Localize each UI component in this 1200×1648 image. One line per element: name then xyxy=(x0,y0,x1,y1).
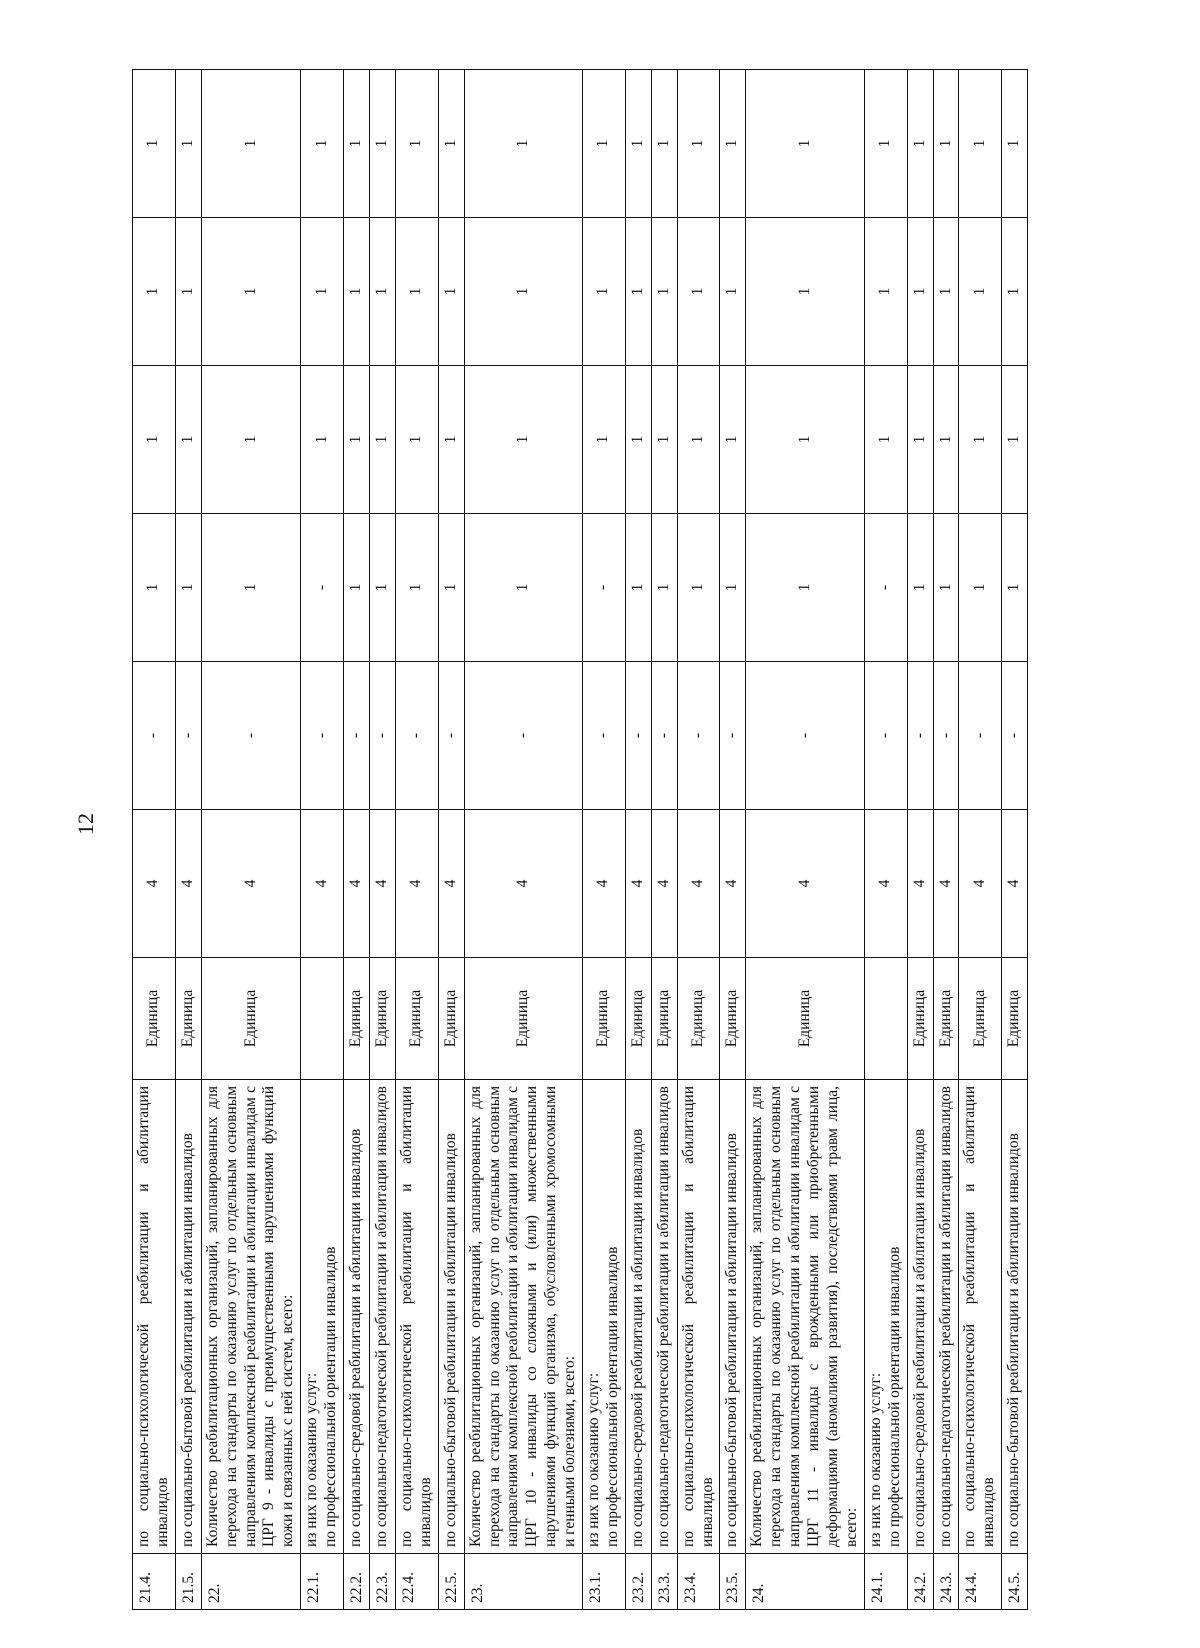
row-unit-cell: Единица xyxy=(677,958,720,1080)
row-value-cell-6: 1 xyxy=(438,70,464,218)
row-value-cell-5: 1 xyxy=(133,218,176,366)
row-number-cell: 22. xyxy=(201,1554,301,1610)
row-unit-cell: Единица xyxy=(1002,958,1028,1080)
row-value-cell-5: 1 xyxy=(344,218,370,366)
row-value-cell-2: - xyxy=(464,662,582,810)
row-value-cell-4: 1 xyxy=(720,366,746,514)
table-row xyxy=(933,70,959,1610)
row-value-cell-2: - xyxy=(201,662,301,810)
row-value-cell-5: 1 xyxy=(959,218,1002,366)
row-value-cell-2: - xyxy=(625,662,651,810)
row-value-cell-6: 1 xyxy=(864,70,907,218)
table-row xyxy=(677,70,720,1610)
row-number-cell: 24.4. xyxy=(959,1554,1002,1610)
indicators-table xyxy=(132,69,1028,1610)
row-name-cell: по социально-средовой реабилитации и абилитации инвалидов xyxy=(907,1080,933,1554)
row-value-cell-4: 1 xyxy=(369,366,395,514)
row-value-cell-6: 1 xyxy=(625,70,651,218)
table-row xyxy=(438,70,464,1610)
row-value-cell-3: - xyxy=(864,514,907,662)
row-value-cell-2: - xyxy=(1002,662,1028,810)
row-number-cell: 22.1. xyxy=(301,1554,344,1610)
table-row xyxy=(201,70,301,1610)
row-name-cell: по социально-бытовой реабилитации и абилитации инвалидов xyxy=(438,1080,464,1554)
row-value-cell-6: 1 xyxy=(677,70,720,218)
row-value-cell-6: 1 xyxy=(464,70,582,218)
row-value-cell-4: 1 xyxy=(746,366,864,514)
row-value-cell-5: 1 xyxy=(907,218,933,366)
row-value-cell-5: 1 xyxy=(651,218,677,366)
row-value-cell-1: 4 xyxy=(1002,810,1028,958)
table-row xyxy=(175,70,201,1610)
row-value-cell-4: 1 xyxy=(625,366,651,514)
row-value-cell-3: 1 xyxy=(395,514,438,662)
row-value-cell-1: 4 xyxy=(464,810,582,958)
row-value-cell-4: 1 xyxy=(1002,366,1028,514)
row-unit-cell: Единица xyxy=(959,958,1002,1080)
row-value-cell-1: 4 xyxy=(907,810,933,958)
row-value-cell-5: 1 xyxy=(464,218,582,366)
row-number-cell: 23.4. xyxy=(677,1554,720,1610)
row-value-cell-5: 1 xyxy=(864,218,907,366)
row-name-cell: по социально-педагогической реабилитации и абилитации инвалидов xyxy=(933,1080,959,1554)
row-value-cell-2: - xyxy=(583,662,626,810)
row-value-cell-6: 1 xyxy=(175,70,201,218)
row-value-cell-1: 4 xyxy=(625,810,651,958)
row-value-cell-3: 1 xyxy=(344,514,370,662)
row-value-cell-5: 1 xyxy=(1002,218,1028,366)
row-value-cell-4: 1 xyxy=(959,366,1002,514)
row-name-cell: по социально-бытовой реабилитации и абилитации инвалидов xyxy=(175,1080,201,1554)
row-unit-cell: Единица xyxy=(907,958,933,1080)
row-value-cell-4: 1 xyxy=(864,366,907,514)
row-value-cell-3: 1 xyxy=(651,514,677,662)
row-value-cell-4: 1 xyxy=(133,366,176,514)
row-value-cell-6: 1 xyxy=(651,70,677,218)
row-number-cell: 22.4. xyxy=(395,1554,438,1610)
row-number-cell: 22.2. xyxy=(344,1554,370,1610)
row-value-cell-3: 1 xyxy=(201,514,301,662)
row-name-cell: по социально-психологической реабилитации и абилитации инвалидов xyxy=(133,1080,176,1554)
row-value-cell-6: 1 xyxy=(720,70,746,218)
row-value-cell-1: 4 xyxy=(438,810,464,958)
row-value-cell-2: - xyxy=(301,662,344,810)
row-value-cell-4: 1 xyxy=(395,366,438,514)
row-value-cell-6: 1 xyxy=(959,70,1002,218)
row-unit-cell: Единица xyxy=(933,958,959,1080)
row-value-cell-2: - xyxy=(933,662,959,810)
row-value-cell-1: 4 xyxy=(720,810,746,958)
row-name-cell: по социально-бытовой реабилитации и абилитации инвалидов xyxy=(720,1080,746,1554)
row-value-cell-3: 1 xyxy=(175,514,201,662)
table-row xyxy=(369,70,395,1610)
row-value-cell-4: 1 xyxy=(175,366,201,514)
table-row xyxy=(907,70,933,1610)
row-name-cell: Количество реабилитационных организаций, запланированных для перехода на стандарты по оказанию услуг по отдельным основным направлениям комплексной реабилитации и абилитации инвалидам с ЦРГ 10 - инвалиды со сложными и (или) множественными нарушениями функций организма, обусловленными хромосомными и генными болезнями, всего: xyxy=(464,1080,582,1554)
row-value-cell-2: - xyxy=(175,662,201,810)
row-value-cell-1: 4 xyxy=(344,810,370,958)
row-value-cell-2: - xyxy=(133,662,176,810)
row-value-cell-1: 4 xyxy=(959,810,1002,958)
row-unit-cell: Единица xyxy=(746,958,864,1080)
row-value-cell-5: 1 xyxy=(583,218,626,366)
row-value-cell-5: 1 xyxy=(438,218,464,366)
row-value-cell-3: 1 xyxy=(464,514,582,662)
row-value-cell-3: 1 xyxy=(907,514,933,662)
row-name-cell: по социально-психологической реабилитации и абилитации инвалидов xyxy=(959,1080,1002,1554)
table-row xyxy=(464,70,582,1610)
table-row xyxy=(583,70,626,1610)
row-number-cell: 24. xyxy=(746,1554,864,1610)
row-value-cell-1: 4 xyxy=(395,810,438,958)
row-unit-cell: Единица xyxy=(464,958,582,1080)
table-row xyxy=(301,70,344,1610)
row-unit-cell: Единица xyxy=(344,958,370,1080)
row-value-cell-6: 1 xyxy=(907,70,933,218)
row-value-cell-3: 1 xyxy=(933,514,959,662)
row-number-cell: 23. xyxy=(464,1554,582,1610)
row-value-cell-1: 4 xyxy=(677,810,720,958)
row-value-cell-3: - xyxy=(301,514,344,662)
row-value-cell-3: 1 xyxy=(438,514,464,662)
row-unit-cell: Единица xyxy=(583,958,626,1080)
row-number-cell: 24.3. xyxy=(933,1554,959,1610)
row-value-cell-3: 1 xyxy=(625,514,651,662)
row-unit-cell: Единица xyxy=(651,958,677,1080)
row-value-cell-4: 1 xyxy=(301,366,344,514)
row-value-cell-6: 1 xyxy=(301,70,344,218)
row-value-cell-3: 1 xyxy=(677,514,720,662)
row-unit-cell: Единица xyxy=(720,958,746,1080)
row-value-cell-4: 1 xyxy=(344,366,370,514)
row-value-cell-3: 1 xyxy=(133,514,176,662)
row-value-cell-6: 1 xyxy=(933,70,959,218)
row-number-cell: 23.5. xyxy=(720,1554,746,1610)
row-value-cell-5: 1 xyxy=(625,218,651,366)
row-value-cell-1: 4 xyxy=(301,810,344,958)
row-value-cell-6: 1 xyxy=(201,70,301,218)
row-unit-cell: Единица xyxy=(395,958,438,1080)
table-row xyxy=(864,70,907,1610)
row-value-cell-5: 1 xyxy=(369,218,395,366)
row-value-cell-2: - xyxy=(651,662,677,810)
row-value-cell-1: 4 xyxy=(746,810,864,958)
row-value-cell-6: 1 xyxy=(395,70,438,218)
row-unit-cell: Единица xyxy=(133,958,176,1080)
row-value-cell-3: 1 xyxy=(1002,514,1028,662)
row-value-cell-2: - xyxy=(395,662,438,810)
row-value-cell-6: 1 xyxy=(344,70,370,218)
row-value-cell-6: 1 xyxy=(583,70,626,218)
row-number-cell: 24.5. xyxy=(1002,1554,1028,1610)
row-value-cell-1: 4 xyxy=(175,810,201,958)
table-row xyxy=(720,70,746,1610)
row-value-cell-3: 1 xyxy=(720,514,746,662)
row-value-cell-5: 1 xyxy=(746,218,864,366)
row-name-cell: Количество реабилитационных организаций, запланированных для перехода на стандарты по оказанию услуг по отдельным основным направлениям комплексной реабилитации и абилитации инвалидам с ЦРГ 9 - инвалиды с преимущественными нарушениями функций кожи и связанных с ней систем, всего: xyxy=(201,1080,301,1554)
row-number-cell: 21.5. xyxy=(175,1554,201,1610)
row-value-cell-3: 1 xyxy=(746,514,864,662)
row-unit-cell: Единица xyxy=(201,958,301,1080)
row-value-cell-6: 1 xyxy=(369,70,395,218)
row-value-cell-2: - xyxy=(438,662,464,810)
row-value-cell-4: 1 xyxy=(933,366,959,514)
row-unit-cell: Единица xyxy=(438,958,464,1080)
row-value-cell-6: 1 xyxy=(133,70,176,218)
row-unit-cell: Единица xyxy=(175,958,201,1080)
row-name-cell: Количество реабилитационных организаций, запланированных для перехода на стандарты по оказанию услуг по отдельным основным направлениям комплексной реабилитации и абилитации инвалидам с ЦРГ 11 - инвалиды с врожденными или приобретенными деформациями (аномалиями развития), последствиями травм лица, всего: xyxy=(746,1080,864,1554)
row-value-cell-4: 1 xyxy=(651,366,677,514)
page-number: 12 xyxy=(73,813,98,835)
table-row xyxy=(344,70,370,1610)
row-number-cell: 24.1. xyxy=(864,1554,907,1610)
row-value-cell-2: - xyxy=(746,662,864,810)
row-value-cell-4: 1 xyxy=(464,366,582,514)
table-row xyxy=(395,70,438,1610)
row-name-cell: по социально-педагогической реабилитации и абилитации инвалидов xyxy=(651,1080,677,1554)
row-value-cell-4: 1 xyxy=(907,366,933,514)
row-number-cell: 21.4. xyxy=(133,1554,176,1610)
row-name-cell: из них по оказанию услуг: по профессиональной ориентации инвалидов xyxy=(301,1080,344,1554)
table-body xyxy=(133,70,1028,1610)
table-row xyxy=(959,70,1002,1610)
row-value-cell-5: 1 xyxy=(175,218,201,366)
row-number-cell: 23.1. xyxy=(583,1554,626,1610)
row-value-cell-3: - xyxy=(583,514,626,662)
row-value-cell-1: 4 xyxy=(583,810,626,958)
row-name-cell: по социально-средовой реабилитации и абилитации инвалидов xyxy=(625,1080,651,1554)
table-row xyxy=(746,70,864,1610)
row-name-cell: из них по оказанию услуг: по профессиональной ориентации инвалидов xyxy=(864,1080,907,1554)
row-value-cell-2: - xyxy=(864,662,907,810)
row-unit-cell: Единица xyxy=(625,958,651,1080)
row-value-cell-5: 1 xyxy=(720,218,746,366)
row-name-cell: по социально-психологической реабилитации и абилитации инвалидов xyxy=(677,1080,720,1554)
row-number-cell: 22.5. xyxy=(438,1554,464,1610)
row-value-cell-2: - xyxy=(720,662,746,810)
row-value-cell-1: 4 xyxy=(651,810,677,958)
row-value-cell-1: 4 xyxy=(864,810,907,958)
row-value-cell-1: 4 xyxy=(933,810,959,958)
row-number-cell: 23.2. xyxy=(625,1554,651,1610)
row-value-cell-5: 1 xyxy=(395,218,438,366)
row-value-cell-1: 4 xyxy=(201,810,301,958)
row-value-cell-5: 1 xyxy=(301,218,344,366)
row-name-cell: по социально-педагогической реабилитации и абилитации инвалидов xyxy=(369,1080,395,1554)
row-value-cell-4: 1 xyxy=(201,366,301,514)
row-name-cell: по социально-средовой реабилитации и абилитации инвалидов xyxy=(344,1080,370,1554)
row-value-cell-5: 1 xyxy=(677,218,720,366)
row-value-cell-6: 1 xyxy=(1002,70,1028,218)
row-value-cell-1: 4 xyxy=(369,810,395,958)
row-value-cell-2: - xyxy=(369,662,395,810)
row-value-cell-6: 1 xyxy=(746,70,864,218)
row-value-cell-2: - xyxy=(677,662,720,810)
row-value-cell-3: 1 xyxy=(959,514,1002,662)
row-unit-cell: Единица xyxy=(369,958,395,1080)
row-number-cell: 24.2. xyxy=(907,1554,933,1610)
row-name-cell: из них по оказанию услуг: по профессиональной ориентации инвалидов xyxy=(583,1080,626,1554)
row-value-cell-2: - xyxy=(959,662,1002,810)
row-unit-cell xyxy=(864,958,907,1080)
row-value-cell-2: - xyxy=(344,662,370,810)
row-value-cell-5: 1 xyxy=(201,218,301,366)
row-value-cell-1: 4 xyxy=(133,810,176,958)
row-value-cell-4: 1 xyxy=(583,366,626,514)
row-name-cell: по социально-бытовой реабилитации и абилитации инвалидов xyxy=(1002,1080,1028,1554)
table-row xyxy=(651,70,677,1610)
table-row xyxy=(133,70,176,1610)
row-number-cell: 23.3. xyxy=(651,1554,677,1610)
row-name-cell: по социально-психологической реабилитации и абилитации инвалидов xyxy=(395,1080,438,1554)
row-value-cell-5: 1 xyxy=(933,218,959,366)
table-row xyxy=(625,70,651,1610)
table-row xyxy=(1002,70,1028,1610)
row-unit-cell xyxy=(301,958,344,1080)
row-value-cell-4: 1 xyxy=(438,366,464,514)
row-value-cell-3: 1 xyxy=(369,514,395,662)
row-value-cell-4: 1 xyxy=(677,366,720,514)
rotated-table-wrapper xyxy=(132,70,1112,1610)
row-value-cell-2: - xyxy=(907,662,933,810)
row-number-cell: 22.3. xyxy=(369,1554,395,1610)
